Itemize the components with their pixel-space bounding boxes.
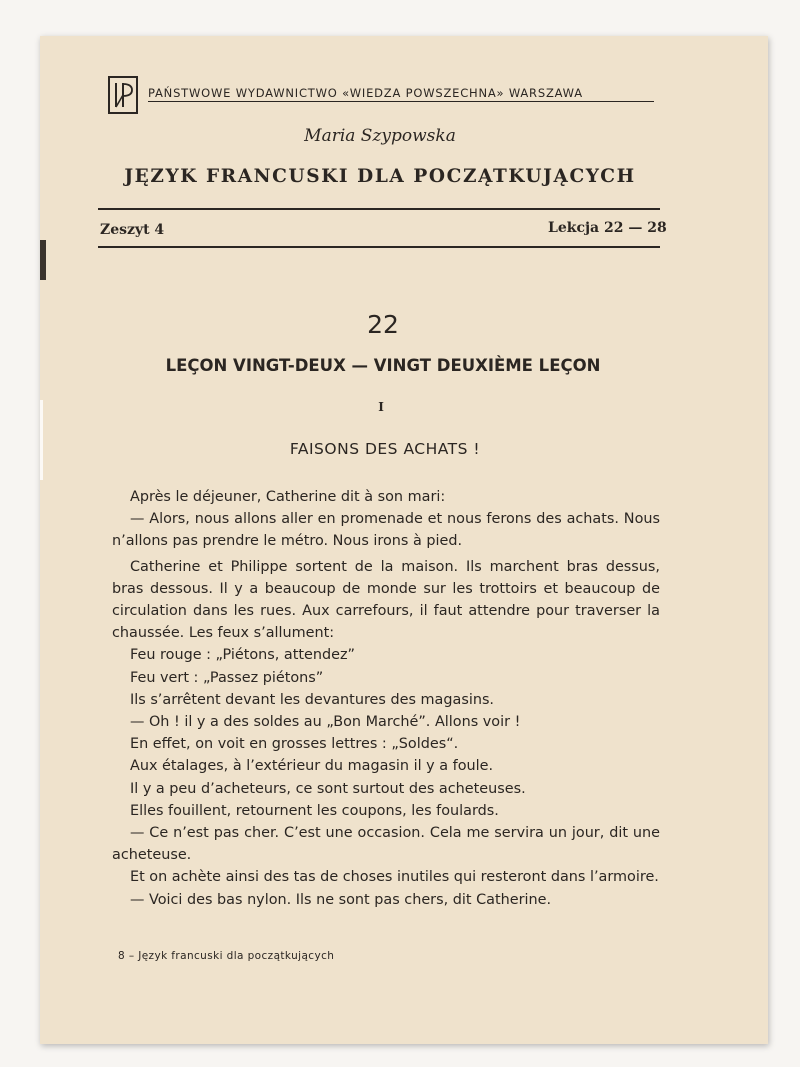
- paragraph: Il y a peu d’acheteurs, ce sont surtout des acheteuses.: [130, 780, 526, 797]
- section-title: FAISONS DES ACHATS !: [289, 440, 481, 458]
- lesson-number: 22: [367, 310, 399, 339]
- paragraph: En effet, on voit en grosses lettres : „Soldes“.: [130, 736, 459, 753]
- printer-signature: 8 – Język francuski dla początkujących: [118, 950, 335, 962]
- binding-mark: [40, 240, 46, 280]
- volume-label: Zeszyt 4: [100, 222, 165, 238]
- lessons-range: Lekcja 22 — 28: [548, 220, 667, 236]
- author-name: Maria Szypowska: [304, 126, 456, 146]
- book-title: JĘZYK FRANCUSKI DLA POCZĄTKUJĄCYCH: [124, 166, 636, 187]
- publisher-rule: [148, 101, 654, 102]
- paragraph: — Voici des bas nylon. Ils ne sont pas chers, dit Catherine.: [130, 891, 552, 908]
- paragraph: Catherine et Philippe sortent de la maison. Ils marchent bras dessus, bras dessous. Il y a beaucoup de monde sur les trottoirs et beaucoup de circulation dans les rues. Aux carrefours, il faut attendre pour traverser la chaussée. Les feux s’allument:: [112, 558, 660, 642]
- paragraph: Après le déjeuner, Catherine dit à son mari:: [130, 489, 446, 505]
- paragraph: Feu vert : „Passez piétons”: [130, 669, 324, 686]
- paragraph: Ils s’arrêtent devant les devantures des magasins.: [130, 691, 495, 708]
- lesson-title: LEÇON VINGT-DEUX — VINGT DEUXIÈME LEÇON: [165, 356, 601, 375]
- publisher-line: PAŃSTWOWE WYDAWNICTWO «WIEDZA POWSZECHNA» WARSZAWA: [148, 86, 583, 100]
- paragraph: Elles fouillent, retournent les coupons, les foulards.: [130, 802, 499, 819]
- paragraph: — Ce n’est pas cher. C’est une occasion. Cela me servira un jour, dit une acheteuse.: [112, 825, 660, 864]
- paragraph: Et on achète ainsi des tas de choses inutiles qui resteront dans l’armoire.: [130, 869, 659, 886]
- paragraph: — Oh ! il y a des soldes au „Bon Marché”. Allons voir !: [130, 714, 521, 731]
- header-rule-top: [98, 208, 660, 210]
- paragraph: — Alors, nous allons aller en promenade et nous ferons des achats. Nous n’allons pas prendre le métro. Nous irons à pied.: [112, 511, 660, 550]
- section-numeral: I: [378, 400, 384, 414]
- publisher-logo: [108, 76, 138, 114]
- lesson-body: [112, 486, 660, 911]
- paragraph: Aux étalages, à l’extérieur du magasin il y a foule.: [130, 758, 494, 775]
- paragraph: Feu rouge : „Piétons, attendez”: [130, 647, 355, 664]
- publisher-logo-icon: [112, 80, 134, 110]
- header-rule-bottom: [98, 246, 660, 248]
